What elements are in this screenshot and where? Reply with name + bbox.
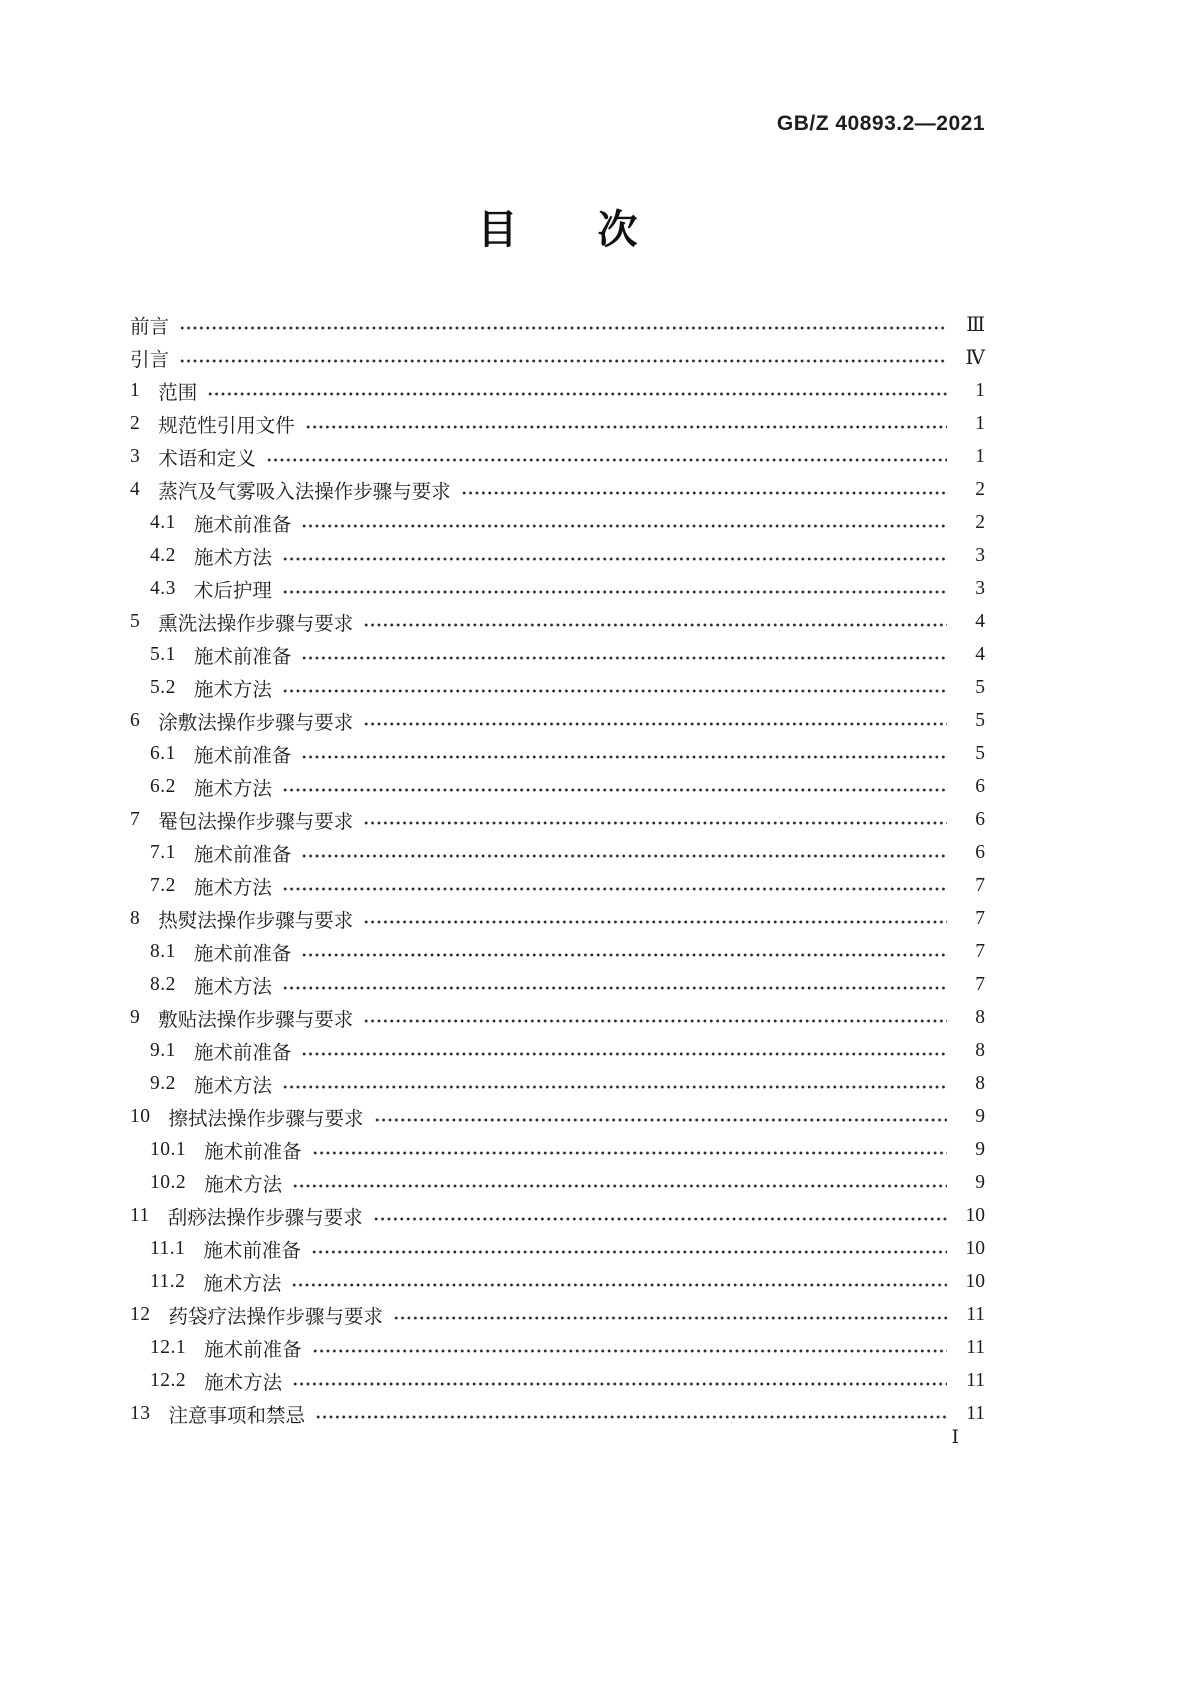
- toc-entry: [130, 1397, 985, 1430]
- toc-entry-label: 术后护理: [193, 580, 272, 602]
- toc-entry-number: 11.2: [150, 1270, 186, 1292]
- toc-entry-number: 4.2: [150, 544, 176, 566]
- dot-leader: [292, 1381, 947, 1387]
- toc-entry-number: 10.1: [150, 1138, 187, 1160]
- toc-entry-label: 施术方法: [204, 1174, 283, 1196]
- toc-entry-label: 涂敷法操作步骤与要求: [158, 712, 354, 734]
- dot-leader: [363, 622, 947, 628]
- toc-entry-label: 施术前准备: [193, 844, 292, 866]
- toc-entry: [130, 869, 985, 902]
- toc-entry-page: 10: [965, 1237, 985, 1259]
- dot-leader: [282, 985, 947, 991]
- toc-entry: [130, 1001, 985, 1034]
- dot-leader: [292, 1183, 947, 1189]
- toc-entry-page: 7: [975, 973, 985, 995]
- toc-entry-label: 药袋疗法操作步骤与要求: [168, 1306, 384, 1328]
- toc-entry-page: 11: [966, 1303, 985, 1325]
- doc-standard-number: GB/Z 40893.2—2021: [776, 112, 985, 135]
- toc-entry-label: 施术前准备: [203, 1240, 301, 1262]
- toc-entry-number: 4.1: [150, 511, 176, 533]
- toc-entry-number: 12: [130, 1303, 151, 1325]
- toc-entry-page: 2: [975, 478, 985, 500]
- toc-entry: [130, 902, 985, 935]
- toc-entry-label: 施术方法: [193, 778, 272, 800]
- toc-entry-label: 施术方法: [204, 1372, 283, 1394]
- toc-entry: [130, 374, 985, 407]
- toc-entry-number: 9.2: [150, 1072, 176, 1094]
- toc-entry-page: 7: [975, 907, 985, 929]
- toc-entry: [130, 1331, 985, 1364]
- dot-leader: [305, 424, 947, 430]
- toc-entry-number: 4: [130, 478, 141, 500]
- toc-entry-number: 12.2: [150, 1369, 187, 1391]
- toc-entry: [130, 1067, 985, 1100]
- toc-entry-number: 3: [130, 445, 141, 467]
- toc-entry-number: 6.1: [150, 742, 176, 764]
- toc-entry: [130, 506, 985, 539]
- dot-leader: [311, 1249, 947, 1255]
- toc-entry-label: 施术前准备: [193, 514, 292, 536]
- toc-entry: [130, 1100, 985, 1133]
- toc-entry: [130, 1199, 985, 1232]
- toc-entry-number: 2: [130, 412, 141, 434]
- dot-leader: [282, 688, 947, 694]
- dot-leader: [282, 556, 947, 562]
- toc-entry-page: 5: [975, 676, 985, 698]
- toc-entry: [130, 737, 985, 770]
- dot-leader: [373, 1216, 947, 1222]
- dot-leader: [282, 886, 947, 892]
- toc-entry-page: 8: [975, 1072, 985, 1094]
- toc-entry-number: 7.1: [150, 841, 176, 863]
- toc-entry-number: 8: [130, 907, 141, 929]
- toc-entry-page: 6: [975, 841, 985, 863]
- dot-leader: [266, 457, 947, 463]
- toc-entry: [130, 803, 985, 836]
- toc-entry-page: 10: [965, 1204, 985, 1226]
- toc-entry-page: Ⅲ: [966, 314, 985, 336]
- toc-entry-number: 7.2: [150, 874, 176, 896]
- toc-entry: [130, 440, 985, 473]
- toc-entry-label: 施术前准备: [204, 1141, 302, 1163]
- footer-page-number: Ⅰ: [951, 1427, 959, 1448]
- dot-leader: [301, 853, 947, 859]
- toc-entry: [130, 572, 985, 605]
- toc-entry-page: 3: [975, 577, 985, 599]
- toc-entry-label: 蒸汽及气雾吸入法操作步骤与要求: [158, 481, 451, 503]
- dot-leader: [393, 1315, 947, 1321]
- toc-entry-page: 8: [975, 1006, 985, 1028]
- toc-entry: [130, 1133, 985, 1166]
- toc-entry-label: 施术前准备: [204, 1339, 302, 1361]
- toc-list: [130, 308, 985, 1430]
- dot-leader: [363, 919, 947, 925]
- toc-entry-label: 施术方法: [193, 679, 272, 701]
- toc-entry-label: 注意事项和禁忌: [168, 1405, 306, 1427]
- toc-entry: [130, 1166, 985, 1199]
- dot-leader: [363, 721, 947, 727]
- toc-entry-page: 7: [975, 874, 985, 896]
- dot-leader: [301, 952, 947, 958]
- dot-leader: [301, 1051, 947, 1057]
- toc-entry: [130, 671, 985, 704]
- toc-entry-number: 6: [130, 709, 141, 731]
- toc-entry: [130, 935, 985, 968]
- dot-leader: [301, 655, 947, 661]
- toc-entry-page: 9: [975, 1105, 985, 1127]
- toc-entry-number: 12.1: [150, 1336, 187, 1358]
- toc-entry: [130, 638, 985, 671]
- toc-entry-label: 敷贴法操作步骤与要求: [158, 1009, 354, 1031]
- dot-leader: [291, 1282, 947, 1288]
- toc-entry-page: 10: [965, 1270, 985, 1292]
- toc-entry-page: 1: [975, 412, 985, 434]
- toc-entry-page: 1: [975, 445, 985, 467]
- dot-leader: [179, 358, 947, 364]
- toc-entry-number: 9: [130, 1006, 141, 1028]
- toc-entry-number: 5.1: [150, 643, 176, 665]
- toc-entry: [130, 1298, 985, 1331]
- toc-entry: [130, 1364, 985, 1397]
- toc-entry-number: 4.3: [150, 577, 176, 599]
- dot-leader: [315, 1414, 947, 1420]
- toc-entry: [130, 836, 985, 869]
- toc-entry-number: 5: [130, 610, 141, 632]
- toc-entry-label: 擦拭法操作步骤与要求: [168, 1108, 364, 1130]
- toc-entry-number: 10: [130, 1105, 151, 1127]
- toc-entry: [130, 341, 985, 374]
- dot-leader: [363, 1018, 947, 1024]
- toc-entry-label: 施术前准备: [193, 745, 292, 767]
- toc-entry-page: 6: [975, 808, 985, 830]
- toc-entry-page: 1: [975, 379, 985, 401]
- toc-entry: [130, 407, 985, 440]
- toc-entry: [130, 605, 985, 638]
- toc-entry-label: 施术方法: [203, 1273, 282, 1295]
- toc-entry: [130, 539, 985, 572]
- dot-leader: [312, 1348, 947, 1354]
- toc-entry-number: 5.2: [150, 676, 176, 698]
- toc-entry-page: 2: [975, 511, 985, 533]
- toc-entry: [130, 473, 985, 506]
- toc-entry-number: 8.1: [150, 940, 176, 962]
- dot-leader: [282, 1084, 947, 1090]
- toc-entry-page: 11: [966, 1402, 985, 1424]
- toc-entry-page: Ⅳ: [965, 347, 985, 369]
- dot-leader: [301, 523, 947, 529]
- toc-entry-page: 11: [966, 1336, 985, 1358]
- toc-entry-page: 3: [975, 544, 985, 566]
- toc-entry: [130, 1034, 985, 1067]
- toc-entry-label: 施术前准备: [193, 943, 292, 965]
- toc-entry-number: 11: [130, 1204, 150, 1226]
- toc-entry-number: 8.2: [150, 973, 176, 995]
- dot-leader: [207, 391, 947, 397]
- toc-entry-label: 施术前准备: [193, 1042, 292, 1064]
- toc-entry-label: 术语和定义: [158, 448, 256, 470]
- toc-entry-number: 9.1: [150, 1039, 176, 1061]
- toc-entry-label: 熏洗法操作步骤与要求: [158, 613, 354, 635]
- toc-entry-page: 4: [975, 610, 985, 632]
- toc-entry-label: 前言: [130, 316, 170, 338]
- toc-entry: [130, 968, 985, 1001]
- toc-entry-label: 热熨法操作步骤与要求: [158, 910, 354, 932]
- toc-entry-page: 4: [975, 643, 985, 665]
- toc-entry-page: 6: [975, 775, 985, 797]
- toc-entry: [130, 704, 985, 737]
- toc-entry-number: 13: [130, 1402, 151, 1424]
- toc-entry-number: 11.1: [150, 1237, 186, 1259]
- toc-entry: [130, 308, 985, 341]
- toc-entry-label: 刮痧法操作步骤与要求: [167, 1207, 363, 1229]
- toc-entry-page: 11: [966, 1369, 985, 1391]
- dot-leader: [374, 1117, 947, 1123]
- dot-leader: [282, 787, 947, 793]
- toc-entry: [130, 1232, 985, 1265]
- toc-entry-label: 规范性引用文件: [158, 415, 295, 437]
- toc-entry-label: 引言: [130, 349, 170, 371]
- toc-entry: [130, 1265, 985, 1298]
- toc-entry: [130, 770, 985, 803]
- toc-entry-label: 施术方法: [193, 976, 272, 998]
- dot-leader: [312, 1150, 947, 1156]
- toc-entry-label: 施术方法: [193, 877, 272, 899]
- toc-entry-page: 9: [975, 1171, 985, 1193]
- dot-leader: [301, 754, 947, 760]
- toc-entry-page: 5: [975, 742, 985, 764]
- toc-entry-page: 8: [975, 1039, 985, 1061]
- toc-entry-number: 6.2: [150, 775, 176, 797]
- toc-entry-number: 7: [130, 808, 141, 830]
- toc-entry-label: 施术方法: [193, 547, 272, 569]
- toc-entry-page: 9: [975, 1138, 985, 1160]
- dot-leader: [461, 490, 947, 496]
- toc-entry-page: 7: [975, 940, 985, 962]
- dot-leader: [282, 589, 947, 595]
- toc-entry-label: 施术方法: [193, 1075, 272, 1097]
- toc-entry-label: 施术前准备: [193, 646, 292, 668]
- dot-leader: [363, 820, 947, 826]
- page-title: 目 次: [477, 208, 638, 252]
- toc-entry-number: 10.2: [150, 1171, 187, 1193]
- toc-entry-label: 罨包法操作步骤与要求: [158, 811, 354, 833]
- toc-entry-number: 1: [130, 379, 141, 401]
- toc-entry-label: 范围: [158, 382, 198, 404]
- dot-leader: [179, 325, 947, 331]
- toc-entry-page: 5: [975, 709, 985, 731]
